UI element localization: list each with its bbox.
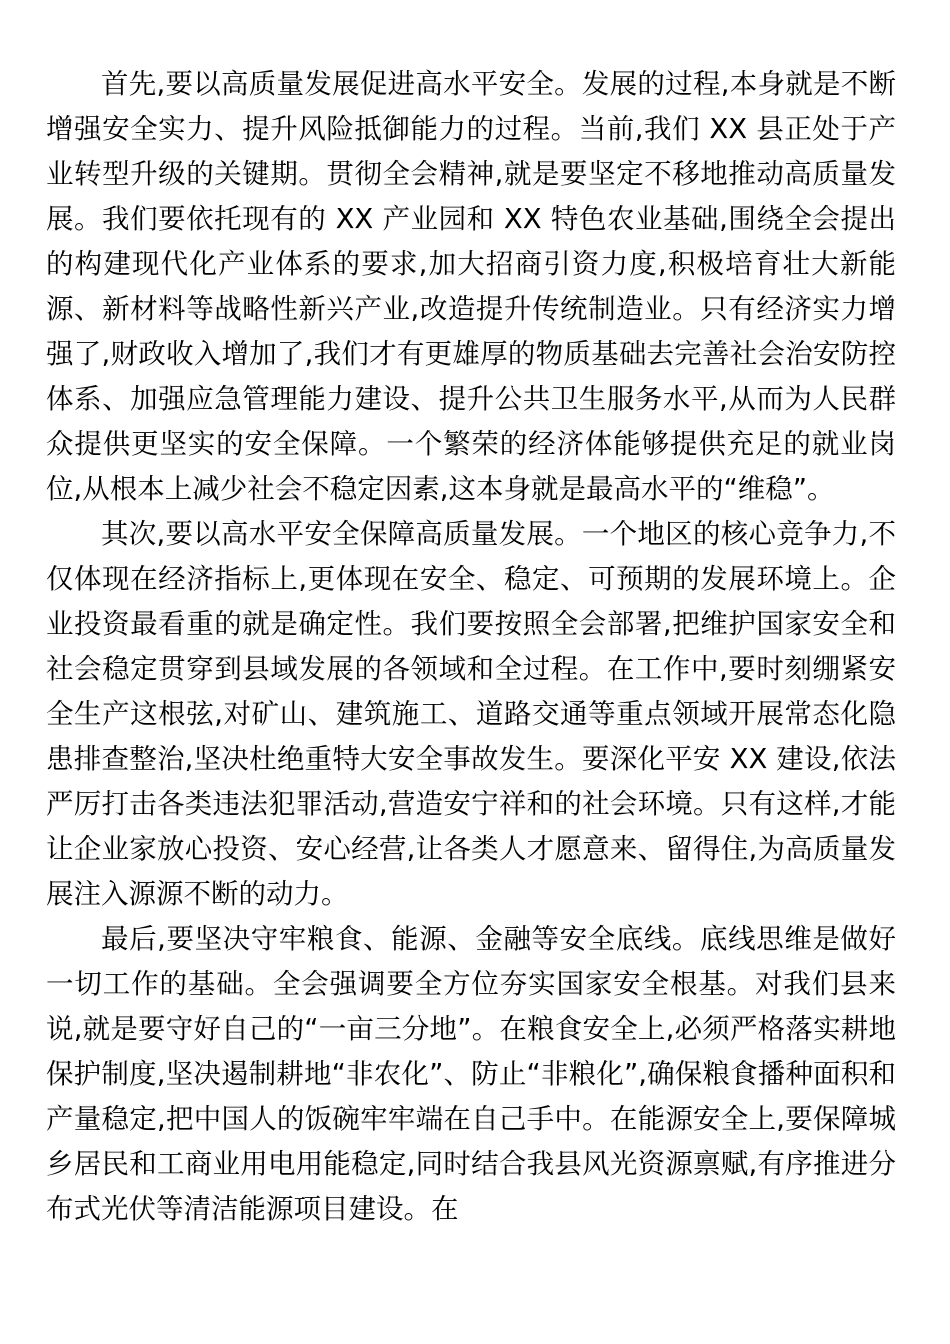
body-paragraph-2: 其次,要以高水平安全保障高质量发展。一个地区的核心竞争力,不仅体现在经济指标上,更体现在安全、稳定、可预期的发展环境上。企业投资最看重的就是确定性。我们要按照全会部署,把维护国家安全和社会稳定贯穿到县域发展的各领域和全过程。在工作中,要时刻绷紧安全生产这根弦,对矿山、建筑施工、道路交通等重点领域开展常态化隐患排查整治,坚决杜绝重特大安全事故发生。要深化平安 XX 建设,依法严厉打击各类违法犯罪活动,营造安宁祥和的社会环境。只有这样,才能让企业家放心投资、安心经营,让各类人才愿意来、留得住,为高质量发展注入源源不断的动力。 xyxy=(46,518,896,910)
body-paragraph-3: 最后,要坚决守牢粮食、能源、金融等安全底线。底线思维是做好一切工作的基础。全会强调要全方位夯实国家安全根基。对我们县来说,就是要守好自己的“一亩三分地”。在粮食安全上,必须严格落实耕地保护制度,坚决遏制耕地“非农化”、防止“非粮化”,确保粮食播种面积和产量稳定,把中国人的饭碗牢牢端在自己手中。在能源安全上,要保障城乡居民和工商业用电用能稳定,同时结合我县风光资源禀赋,有序推进分布式光伏等清洁能源项目建设。在 xyxy=(46,923,896,1225)
document-text-body xyxy=(46,62,896,1232)
body-paragraph-1: 首先,要以高质量发展促进高水平安全。发展的过程,本身就是不断增强安全实力、提升风险抵御能力的过程。当前,我们 XX 县正处于产业转型升级的关键期。贯彻全会精神,就是要坚定不移地推动高质量发展。我们要依托现有的 XX 产业园和 XX 特色农业基础,围绕全会提出的构建现代化产业体系的要求,加大招商引资力度,积极培育壮大新能源、新材料等战略性新兴产业,改造提升传统制造业。只有经济实力增强了,财政收入增加了,我们才有更雄厚的物质基础去完善社会治安防控体系、加强应急管理能力建设、提升公共卫生服务水平,从而为人民群众提供更坚实的安全保障。一个繁荣的经济体能够提供充足的就业岗位,从根本上减少社会不稳定因素,这本身就是最高水平的“维稳”。 xyxy=(46,68,896,505)
